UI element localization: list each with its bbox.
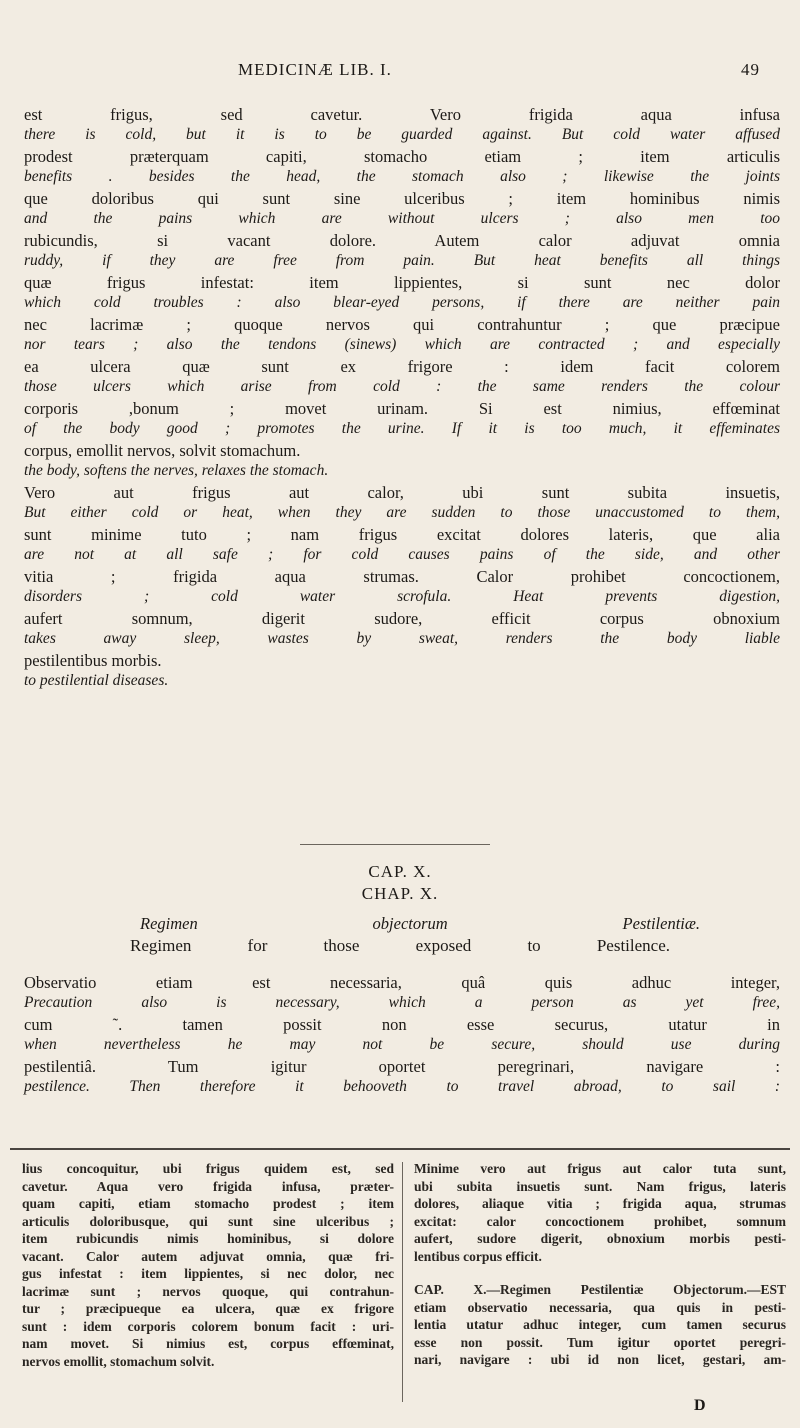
line-pair <box>24 356 780 398</box>
line-pair <box>24 398 780 440</box>
line-pair <box>24 104 780 146</box>
footnote-rule <box>10 1148 790 1150</box>
note-line: nari, navigare : ubi id non licet, gestari, am- <box>414 1352 786 1367</box>
line-pair <box>24 566 780 608</box>
latin-line: rubicundis, si vacant dolore. Autem calor adjuvat omnia <box>24 231 780 250</box>
latin-line: corporis ,bonum ; movet urinam. Si est nimius, effœminat <box>24 399 780 418</box>
note-line: ubi subita insuetis sunt. Nam frigus, lateris <box>414 1178 786 1194</box>
english-line: disorders ; cold water scrofula. Heat prevents digestion, <box>24 588 780 605</box>
chapter-heading-english: CHAP. X. <box>361 884 439 903</box>
english-line: benefits . besides the head, the stomach also ; likewise the joints <box>24 168 780 185</box>
line-pair <box>24 524 780 566</box>
line-pair <box>24 1014 780 1056</box>
notes-column-right <box>414 1160 786 1369</box>
english-line: of the body good ; promotes the urine. If it is too much, it effeminates <box>24 420 780 437</box>
line-pair <box>24 482 780 524</box>
note-line: tur ; præcipueque ea ulcera, quæ ex frigore <box>22 1301 394 1316</box>
chapter-heading-latin: CAP. X. <box>368 862 432 881</box>
english-line: nor tears ; also the tendons (sinews) which are contracted ; and especially <box>24 336 780 353</box>
notes-column-left <box>22 1160 394 1370</box>
latin-line: est frigus, sed cavetur. Vero frigida aqua infusa <box>24 105 780 124</box>
note-line: nam movet. Si nimius est, corpus effœminat, <box>22 1336 394 1351</box>
line-pair <box>24 650 780 692</box>
english-line: to pestilential diseases. <box>24 672 169 689</box>
english-line: takes away sleep, wastes by sweat, renders the body liable <box>24 630 780 647</box>
note-line: excitat: calor concoctionem prohibet, somnum <box>414 1213 786 1229</box>
line-pair <box>24 314 780 356</box>
note-line: gus infestat : item lippientes, si nec dolor, nec <box>22 1266 394 1281</box>
line-pair <box>24 440 780 482</box>
english-line: the body, softens the nerves, relaxes the stomach. <box>24 462 329 479</box>
latin-line: ea ulcera quæ sunt ex frigore : idem facit colorem <box>24 357 780 376</box>
note-line: esse non possit. Tum igitur oportet peregri- <box>414 1334 786 1350</box>
note-line: articulis doloribusque, qui sunt sine ulceribus ; <box>22 1213 394 1229</box>
english-line: when nevertheless he may not be secure, should use during <box>24 1036 780 1053</box>
english-line: there is cold, but it is to be guarded against. But cold water affused <box>24 126 780 143</box>
latin-line: Observatio etiam est necessaria, quâ quis adhuc integer, <box>24 973 780 992</box>
note-line: cavetur. Aqua vero frigida infusa, præter- <box>22 1178 394 1194</box>
line-pair <box>24 146 780 188</box>
english-line: ruddy, if they are free from pain. But heat benefits all things <box>24 252 780 269</box>
note-line: item rubicundis nimis hominibus, si dolore <box>22 1231 394 1246</box>
latin-line: vitia ; frigida aqua strumas. Calor prohibet concoctionem, <box>24 567 780 586</box>
latin-line: quæ frigus infestat: item lippientes, si sunt nec dolor <box>24 273 780 292</box>
english-line: Precaution also is necessary, which a person as yet free, <box>24 994 780 1011</box>
latin-line: que doloribus qui sunt sine ulceribus ; item hominibus nimis <box>24 189 780 208</box>
note-line: sunt : idem corporis colorem bonum facit : uri- <box>22 1318 394 1334</box>
signature-mark: D <box>694 1397 706 1414</box>
note-line: dolores, aliaque vitia ; frigida aqua, strumas <box>414 1196 786 1211</box>
latin-line: nec lacrimæ ; quoque nervos qui contrahuntur ; que præcipue <box>24 315 780 334</box>
english-line: But either cold or heat, when they are sudden to those unaccustomed to them, <box>24 504 780 521</box>
latin-line: corpus, emollit nervos, solvit stomachum. <box>24 441 301 460</box>
note-line: quam capiti, etiam stomacho prodest ; item <box>22 1196 394 1211</box>
section-divider <box>300 844 490 845</box>
note-line: lentia utatur adhuc integer, cum tamen securus <box>414 1317 786 1332</box>
line-pair <box>24 230 780 272</box>
interlinear-passage-1 <box>24 104 780 692</box>
note-line: etiam observatio necessaria, qua quis in pesti- <box>414 1299 786 1315</box>
chapter-title-english: Regimen for those exposed to Pestilence. <box>130 936 670 955</box>
note-line: lius concoquitur, ubi frigus quidem est, sed <box>22 1161 394 1176</box>
latin-line: sunt minime tuto ; nam frigus excitat dolores lateris, que alia <box>24 525 780 544</box>
latin-line: pestilentibus morbis. <box>24 651 162 670</box>
english-line: pestilence. Then therefore it behooveth to travel abroad, to sail : <box>24 1078 780 1095</box>
english-line: are not at all safe ; for cold causes pains of the side, and other <box>24 546 780 563</box>
chapter-title-latin: Regimen objectorum Pestilentiæ. <box>140 914 700 933</box>
line-pair <box>24 188 780 230</box>
column-divider <box>402 1162 403 1402</box>
english-line: those ulcers which arise from cold : the same renders the colour <box>24 378 780 395</box>
english-line: and the pains which are without ulcers ; also men too <box>24 210 780 227</box>
line-pair <box>24 272 780 314</box>
line-pair <box>24 972 780 1014</box>
latin-line: prodest præterquam capiti, stomacho etiam ; item articulis <box>24 147 780 166</box>
running-header <box>0 60 800 90</box>
note-line: nervos emollit, stomachum solvit. <box>22 1353 215 1369</box>
note-line: vacant. Calor autem adjuvat omnia, quæ fri- <box>22 1248 394 1264</box>
latin-line: aufert somnum, digerit sudore, efficit corpus obnoxium <box>24 609 780 628</box>
note-line: lentibus corpus efficit. <box>414 1248 542 1264</box>
interlinear-passage-2 <box>24 972 780 1098</box>
note-line: CAP. X.—Regimen Pestilentiæ Objectorum.—EST <box>414 1282 786 1297</box>
note-line: lacrimæ sunt ; nervos quoque, qui contrahun- <box>22 1283 394 1299</box>
note-line: aufert, sudore digerit, obnoxium morbis pesti- <box>414 1231 786 1246</box>
latin-line: Vero aut frigus aut calor, ubi sunt subita insuetis, <box>24 483 780 502</box>
page-number: 49 <box>741 60 760 79</box>
latin-line: cum ˜. tamen possit non esse securus, utatur in <box>24 1015 780 1034</box>
note-line: Minime vero aut frigus aut calor tuta sunt, <box>414 1161 786 1176</box>
latin-line: pestilentiâ. Tum igitur oportet peregrinari, navigare : <box>24 1057 780 1076</box>
line-pair <box>24 1056 780 1098</box>
running-title: MEDICINÆ LIB. I. <box>238 60 392 79</box>
english-line: which cold troubles : also blear-eyed persons, if there are neither pain <box>24 294 780 311</box>
line-pair <box>24 608 780 650</box>
